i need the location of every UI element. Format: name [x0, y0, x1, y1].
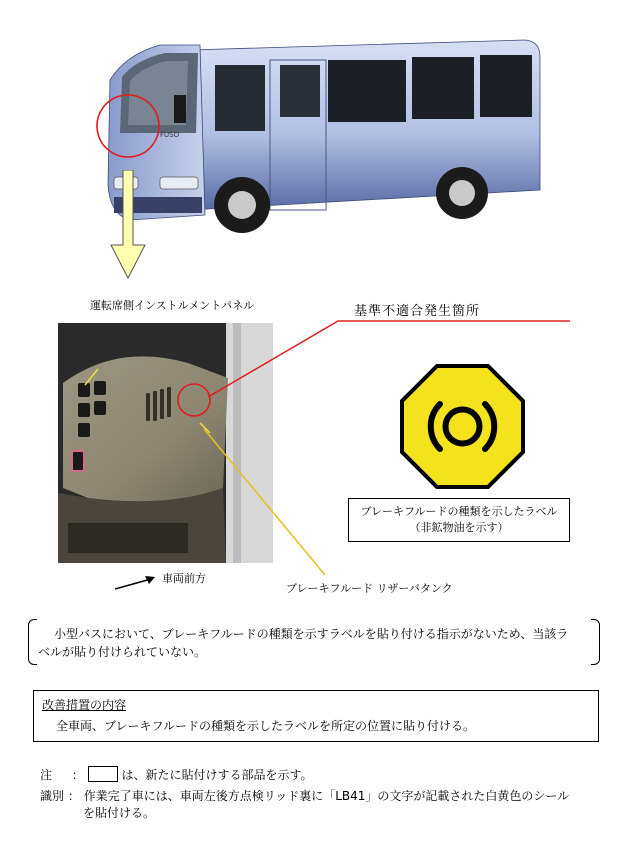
fuso-logo: FUSO: [160, 131, 180, 139]
location-caption: 基準不適合発生箇所: [354, 304, 481, 319]
note-colon: ：: [71, 768, 84, 782]
front-direction-arrow-icon: [113, 574, 158, 592]
description-line1: 小型バスにおいて、ブレーキフルードの種類を示すラベルを貼り付ける指示がないため、当該ラ: [54, 627, 569, 641]
note-row: [40, 766, 313, 783]
improvement-text: 全車両、ブレーキフルードの種類を示したラベルを所定の位置に貼り付ける。: [56, 719, 476, 733]
identification-label: 識別: [40, 789, 65, 803]
yellow-leader-line: [200, 425, 330, 585]
note-text: は、新たに貼付けする部品を示す。: [121, 768, 313, 782]
front-caption: 車両前方: [162, 572, 206, 585]
label-description-line2: （非鉱物油を示す）: [409, 521, 509, 534]
label-description-box: [348, 498, 570, 542]
brake-fluid-octagon-icon: [400, 364, 525, 489]
description-line2: ベルが貼り付けられていない。: [38, 645, 207, 659]
panel-caption: 運転席側インストルメントパネル: [90, 299, 255, 312]
identification-row: [40, 787, 569, 804]
label-description-line1: ブレーキフルードの種類を示したラベル: [360, 505, 558, 518]
improvement-heading: 改善措置の内容: [42, 698, 127, 712]
pointer-arrow: [105, 170, 155, 285]
tank-caption: ブレーキフルード リザーバタンク: [286, 582, 453, 595]
identification-line2: を貼付ける。: [83, 806, 156, 820]
note-label: 注: [40, 768, 53, 782]
improvement-box: [33, 690, 599, 742]
new-part-legend-square: [88, 766, 118, 782]
identification-colon: ：: [67, 789, 80, 803]
description-box: [28, 619, 600, 663]
identification-line1: 作業完了車には、車両左後方点検リッド裏に「LB41」の文字が記載された白黄色のシール: [83, 789, 570, 803]
